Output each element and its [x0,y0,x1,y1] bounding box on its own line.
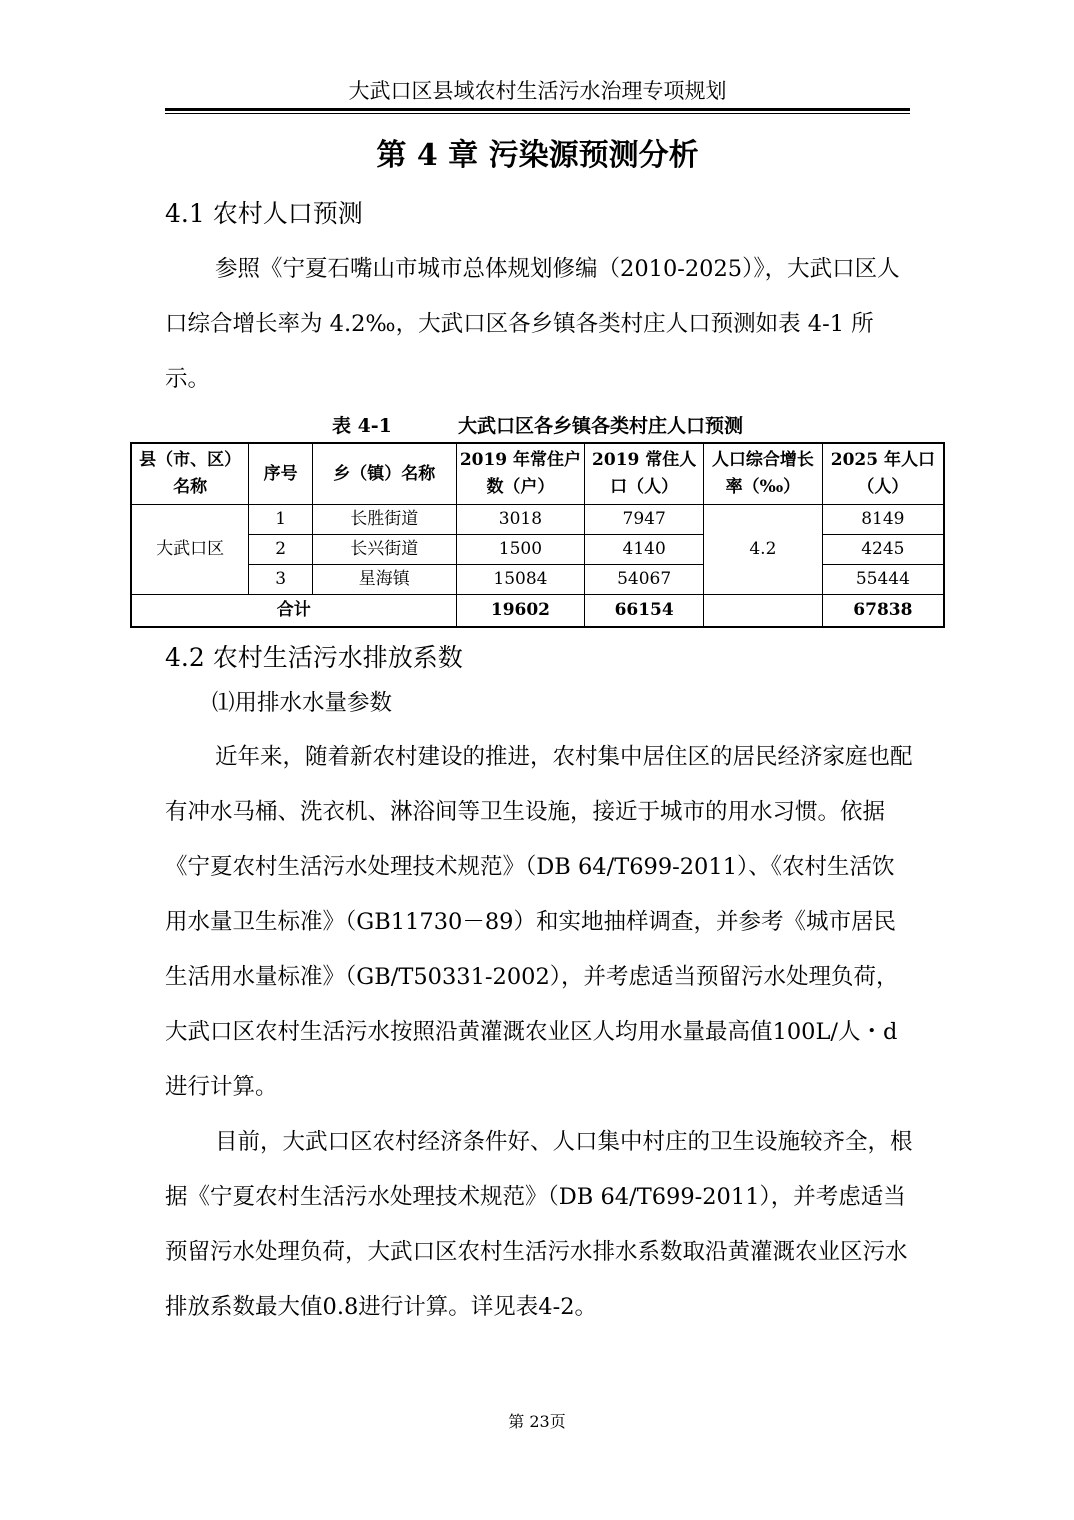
cell-pop-2019: 4140 [585,535,704,565]
population-table [130,442,945,628]
table-total-row [131,595,944,628]
paragraph-water-usage: 近年来，随着新农村建设的推进，农村集中居住区的居民经济家庭也配有冲水马桶、洗衣机、淋浴间等卫生设施，接近于城市的用水习惯。依据《宁夏农村生活污水处理技术规范》（DB 64/T699-2011）、《农村生活饮用水量卫生标准》（GB11730－89）和实地抽样调查，并参考《城市居民生活用水量标准》（GB/T50331-2002），并考虑适当预留污水处理负荷，大武口区农村生活污水按照沿黄灌溉农业区人均用水量最高值100L/人・d进行计算。 [165,744,913,1100]
cell-total-rate [704,595,823,628]
paragraph-population: 参照《宁夏石嘴山市城市总体规划修编（2010-2025）》，大武口区人口综合增长率为 4.2‰，大武口区各乡镇各类村庄人口预测如表 4-1 所示。 [165,256,900,392]
table-caption: 表 4-1 大武口区各乡镇各类村庄人口预测 [331,415,744,437]
cell-households: 3018 [456,505,585,535]
cell-growth-rate: 4.2 [704,505,823,595]
cell-households: 1500 [456,535,585,565]
cell-pop-2025: 8149 [822,505,944,535]
subheading-water-params: ⑴用排水水量参数 [212,690,393,716]
header-town: 乡（镇）名称 [313,443,457,505]
cell-pop-2019: 54067 [585,565,704,595]
header-county: 县（市、区）名称 [131,443,249,505]
header-rule [165,108,910,114]
table-row [131,565,944,595]
cell-households: 15084 [456,565,585,595]
header-growth-rate: 人口综合增长率（‰） [704,443,823,505]
cell-pop-2025: 4245 [822,535,944,565]
cell-town: 星海镇 [313,565,457,595]
cell-total-pop-2019: 66154 [585,595,704,628]
section-heading-4-1: 4.1 农村人口预测 [165,199,363,228]
cell-no: 1 [249,505,313,535]
chapter-title: 第 4 章 污染源预测分析 [376,138,699,173]
header-pop-2019: 2019 常住人口（人） [585,443,704,505]
running-header: 大武口区县域农村生活污水治理专项规划 [348,79,727,103]
header-pop-2025: 2025 年人口（人） [822,443,944,505]
paragraph-discharge-coefficient: 目前，大武口区农村经济条件好、人口集中村庄的卫生设施较齐全，根据《宁夏农村生活污水处理技术规范》（DB 64/T699-2011），并考虑适当预留污水处理负荷，大武口区农村生活污水排水系数取沿黄灌溉农业区污水排放系数最大值0.8进行计算。详见表4-2。 [165,1129,913,1320]
cell-no: 3 [249,565,313,595]
cell-pop-2019: 7947 [585,505,704,535]
table-row [131,535,944,565]
cell-total-pop-2025: 67838 [822,595,944,628]
page-number: 第 23页 [508,1412,566,1431]
header-households-2019: 2019 年常住户数（户） [456,443,585,505]
table-row [131,505,944,535]
cell-total-label: 合计 [131,595,456,628]
section-heading-4-2: 4.2 农村生活污水排放系数 [165,643,463,672]
cell-town: 长胜街道 [313,505,457,535]
cell-total-households: 19602 [456,595,585,628]
cell-county: 大武口区 [131,505,249,595]
cell-town: 长兴街道 [313,535,457,565]
table-header-row [131,443,944,505]
cell-no: 2 [249,535,313,565]
cell-pop-2025: 55444 [822,565,944,595]
header-no: 序号 [249,443,313,505]
